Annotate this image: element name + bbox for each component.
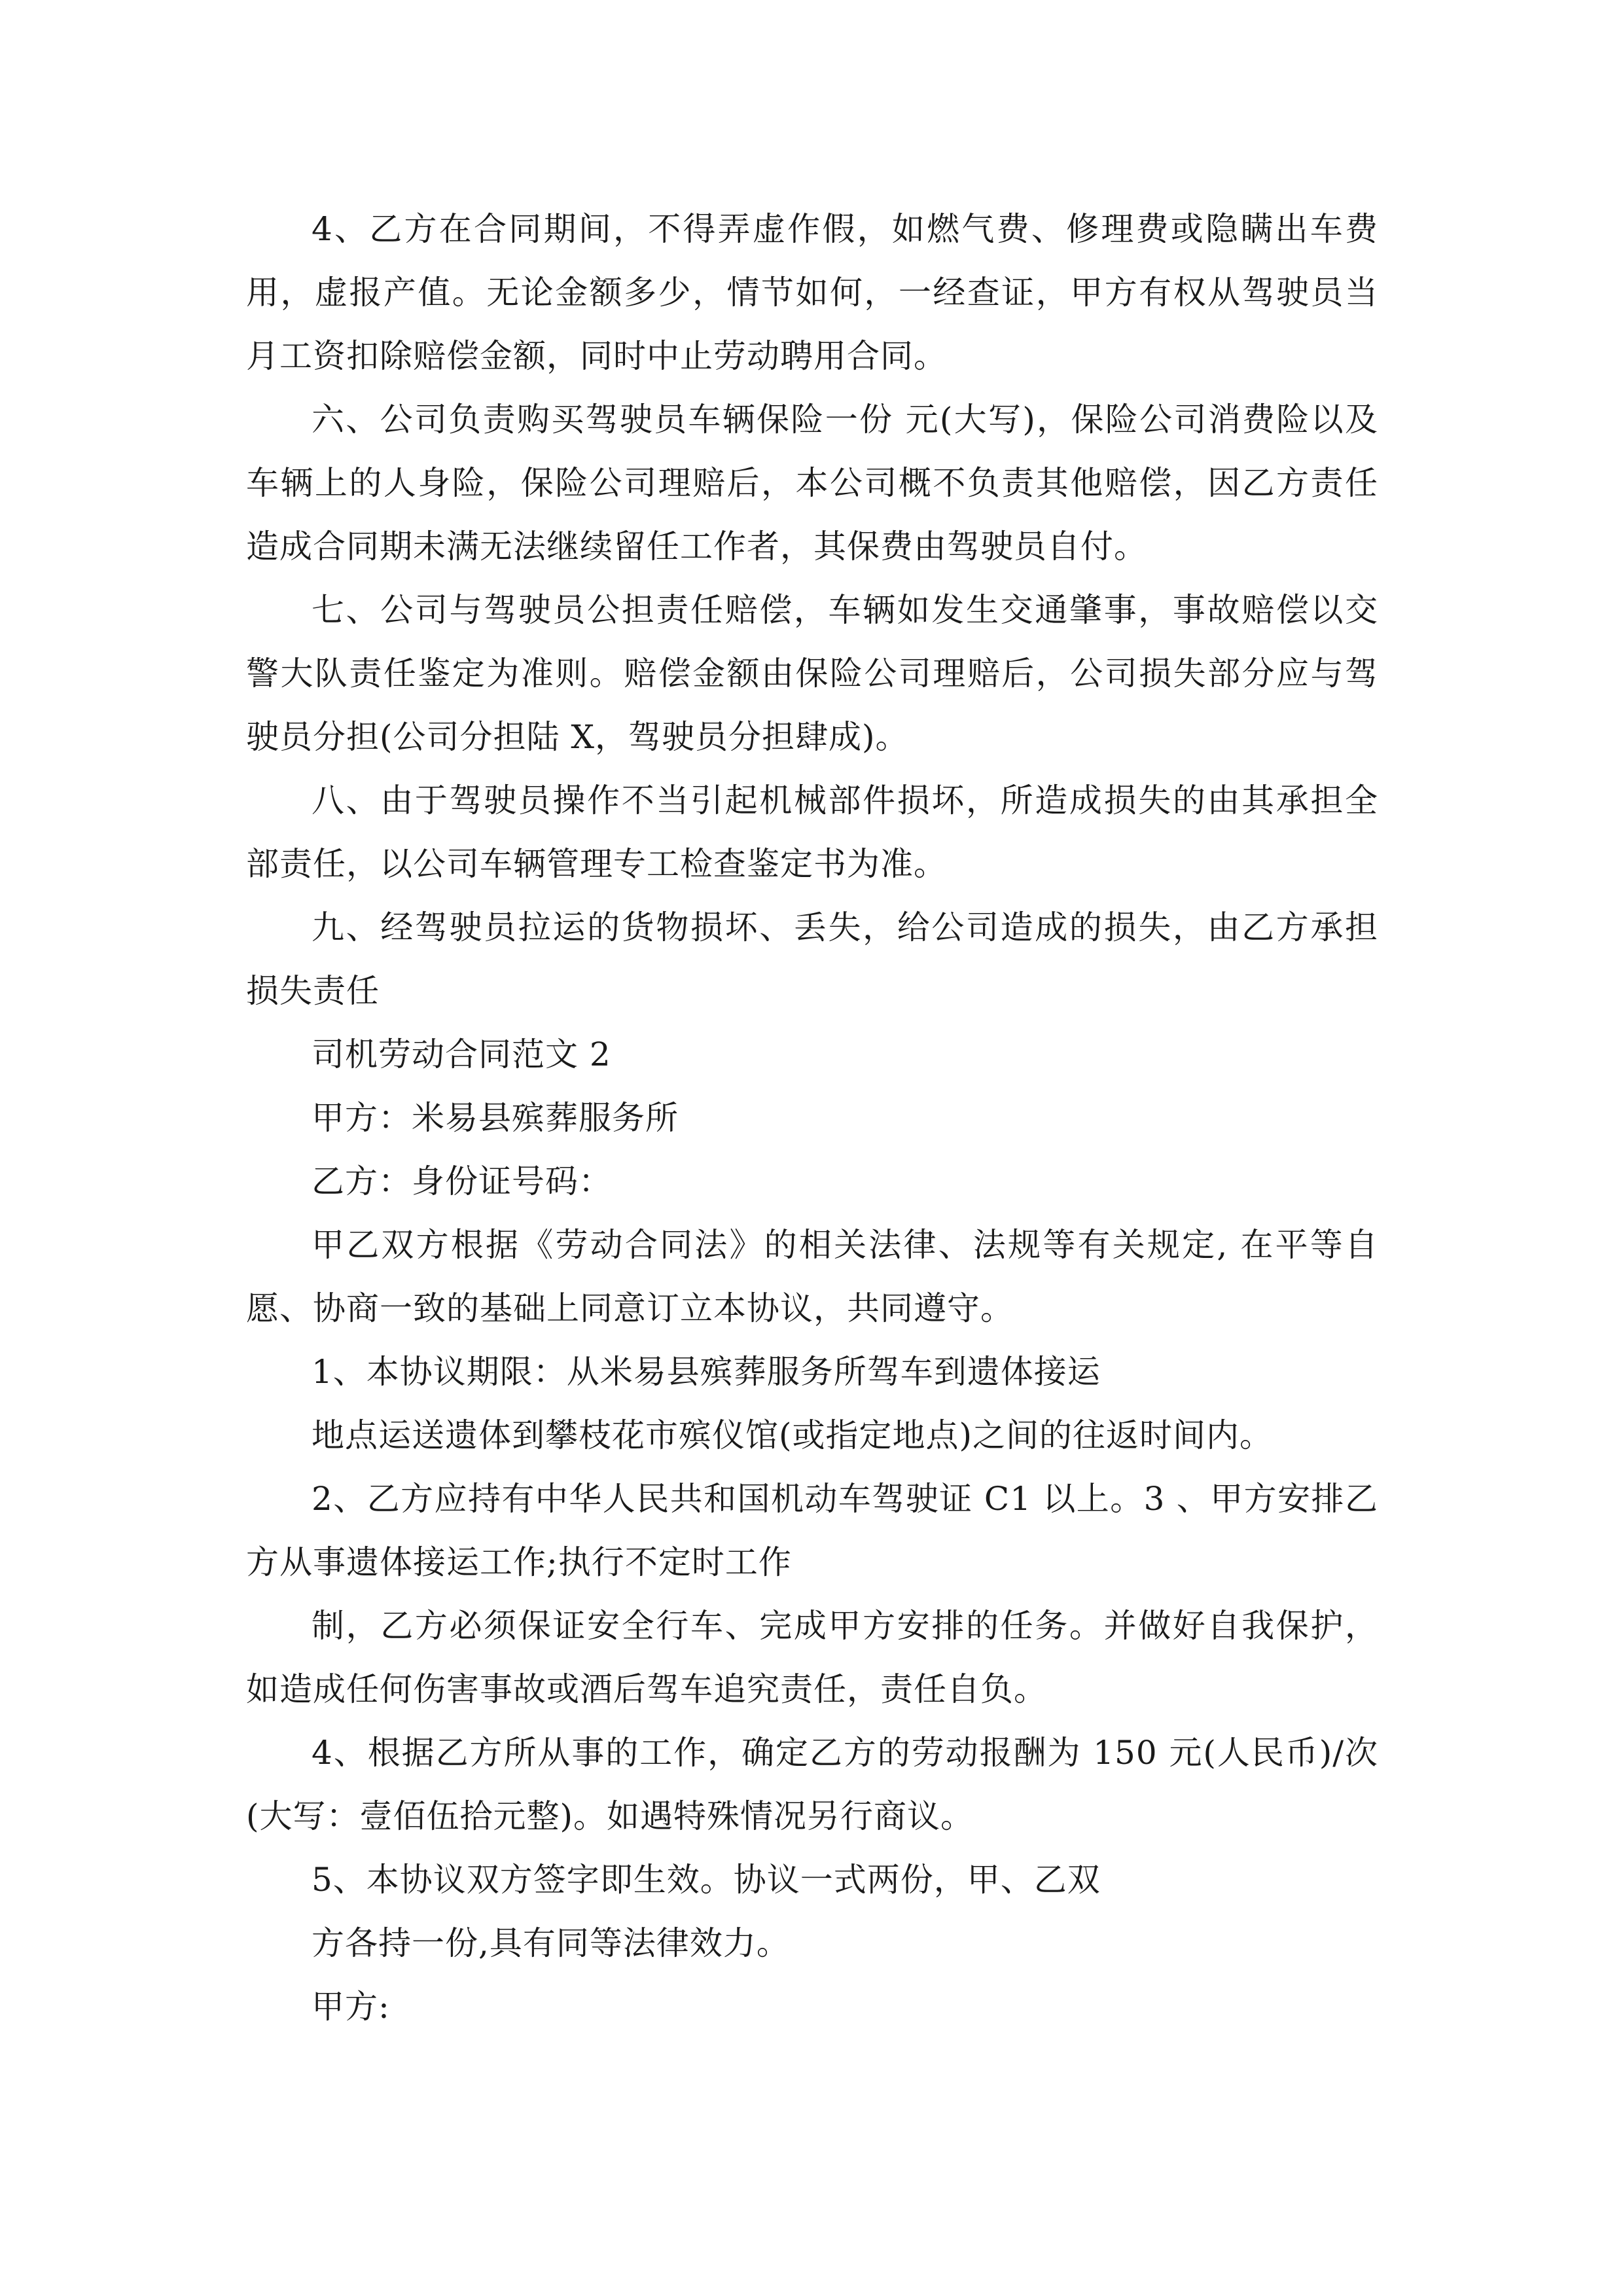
paragraph-clause-seven: 七、公司与驾驶员公担责任赔偿，车辆如发生交通肇事，事故赔偿以交警大队责任鉴定为准则。赔偿金额由保险公司理赔后，公司损失部分应与驾驶员分担(公司分担陆 X，驾驶员分担肆成)。 [246,591,1378,756]
paragraph-term-1-continued: 地点运送遗体到攀枝花市殡仪馆(或指定地点)之间的往返时间内。 [312,1416,1274,1454]
paragraph-term-4: 4、根据乙方所从事的工作，确定乙方的劳动报酬为 150 元(人民币)/次(大写：壹佰伍拾元整)。如遇特殊情况另行商议。 [246,1734,1378,1835]
paragraph-preamble: 甲乙双方根据《劳动合同法》的相关法律、法规等有关规定, 在平等自愿、协商一致的基础上同意订立本协议，共同遵守。 [246,1226,1378,1327]
party-b-line: 乙方：身份证号码： [312,1162,612,1200]
paragraph-clause-4: 4、乙方在合同期间，不得弄虚作假，如燃气费、修理费或隐瞒出车费用，虚报产值。无论金额多少，情节如何，一经查证，甲方有权从驾驶员当月工资扣除赔偿金额，同时中止劳动聘用合同。 [246,210,1378,375]
paragraph-term-2-3: 2、乙方应持有中华人民共和国机动车驾驶证 C1 以上。3 、甲方安排乙方从事遗体接运工作;执行不定时工作 [246,1480,1378,1581]
signature-party-a: 甲方: [312,1988,390,2026]
document-body [246,198,1378,2039]
section-title: 司机劳动合同范文 2 [312,1035,611,1073]
paragraph-term-5-continued: 方各持一份,具有同等法律效力。 [312,1924,790,1962]
paragraph-clause-eight: 八、由于驾驶员操作不当引起机械部件损坏，所造成损失的由其承担全部责任，以公司车辆管理专工检查鉴定书为准。 [246,781,1378,883]
party-a-line: 甲方：米易县殡葬服务所 [312,1099,679,1137]
paragraph-term-3-continued: 制，乙方必须保证安全行车、完成甲方安排的任务。并做好自我保护，如造成任何伤害事故或酒后驾车追究责任，责任自负。 [246,1607,1378,1708]
paragraph-clause-six: 六、公司负责购买驾驶员车辆保险一份 元(大写)，保险公司消费险以及车辆上的人身险，保险公司理赔后，本公司概不负责其他赔偿，因乙方责任造成合同期未满无法继续留任工作者，其保费由驾驶员自付。 [246,401,1378,565]
paragraph-term-1: 1、本协议期限：从米易县殡葬服务所驾车到遗体接运 [312,1353,1101,1391]
paragraph-term-5: 5、本协议双方签字即生效。协议一式两份，甲、乙双 [312,1861,1101,1899]
paragraph-clause-nine: 九、经驾驶员拉运的货物损坏、丢失，给公司造成的损失，由乙方承担损失责任 [246,908,1378,1010]
